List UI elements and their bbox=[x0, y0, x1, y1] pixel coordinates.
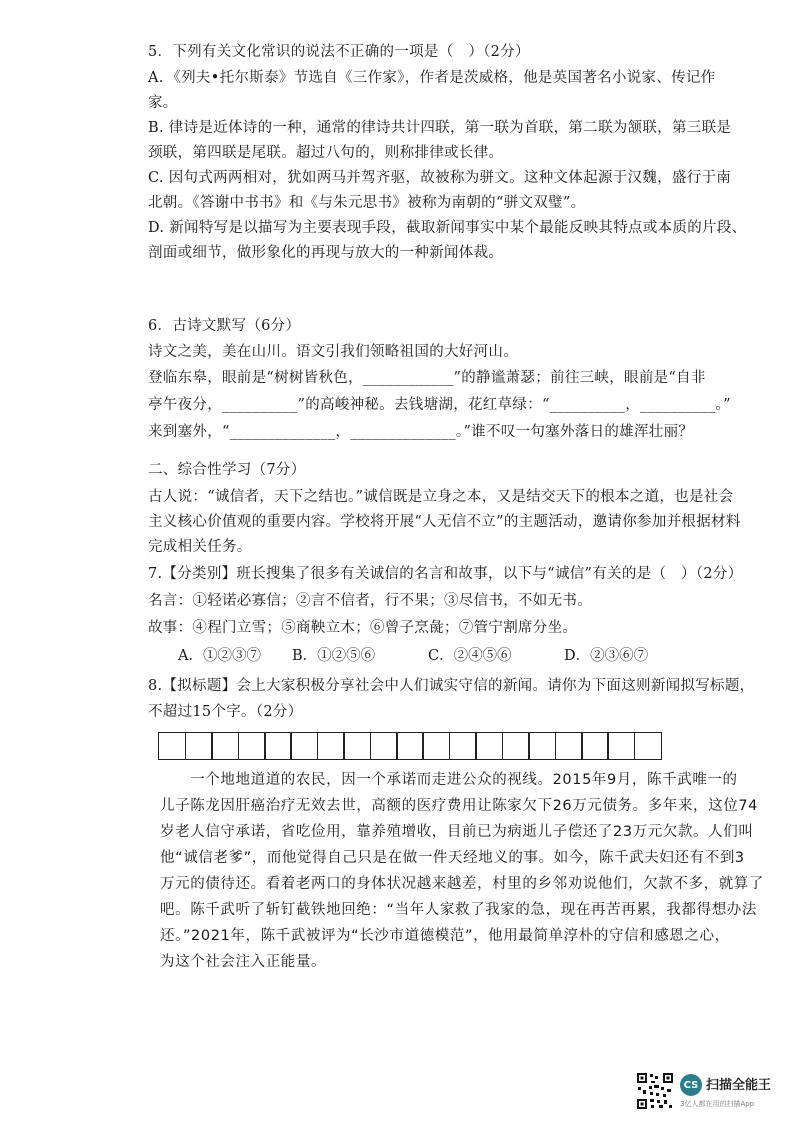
answer-cell[interactable] bbox=[555, 732, 583, 760]
section2-para-line2: 主义核心价值观的重要内容。学校将开展“人无信不立”的主题活动，邀请你参加并根据材料 bbox=[148, 514, 741, 530]
answer-cell[interactable] bbox=[370, 732, 398, 760]
news-passage-line: 还。”2021年，陈千武被评为“长沙市道德模范”，他用最简单淳朴的守信和感恩之心， bbox=[160, 928, 730, 944]
q5-option-d-line1: D. 新闻特写是以描写为主要表现手段，截取新闻事实中某个最能反映其特点或本质的片段、 bbox=[148, 220, 747, 236]
q5-option-b-line2: 颈联，第四联是尾联。超过八句的，则称排律或长律。 bbox=[148, 145, 504, 161]
answer-cell[interactable] bbox=[264, 732, 292, 760]
q7-stem: 7.【分类别】班长搜集了很多有关诚信的名言和故事，以下与“诚信”有关的是（ ）（2分） bbox=[148, 566, 743, 582]
answer-cell[interactable] bbox=[449, 732, 477, 760]
news-passage-line: 儿子陈龙因肝癌治疗无效去世，高额的医疗费用让陈家欠下26万元债务。多年来，这位74 bbox=[160, 798, 758, 814]
news-passage-line: 一个地地道道的农民，因一个承诺而走进公众的视线。2015年9月，陈千武唯一的 bbox=[160, 772, 738, 788]
news-passage-line: 万元的债待还。看着老两口的身体状况越来越差，村里的乡邻劝说他们，欠款不多，就算了 bbox=[160, 876, 764, 892]
answer-cell[interactable] bbox=[475, 732, 503, 760]
q6-line4: 来到塞外，“______________，______________。”谁不叹一句塞外落日的雄浑壮丽？ bbox=[148, 424, 694, 440]
qr-code-icon bbox=[636, 1072, 674, 1110]
q5-stem: 5．下列有关文化常识的说法不正确的一项是（ ）（2分） bbox=[148, 44, 530, 60]
q5-option-d-line2: 剖面或细节，做形象化的再现与放大的一种新闻体裁。 bbox=[148, 245, 504, 261]
title-answer-grid[interactable] bbox=[160, 732, 662, 760]
q5-option-a-line2: 家。 bbox=[148, 95, 178, 111]
scanner-brand-tagline: 3亿人都在用的扫描App bbox=[680, 1100, 755, 1108]
answer-cell[interactable] bbox=[422, 732, 450, 760]
answer-cell[interactable] bbox=[185, 732, 213, 760]
section2-para-line1: 古人说：“诚信者，天下之结也。”诚信既是立身之本，又是结交天下的根本之道，也是社会 bbox=[148, 489, 734, 505]
answer-cell[interactable] bbox=[290, 732, 318, 760]
q6-stem: 6．古诗文默写（6分） bbox=[148, 318, 301, 334]
news-passage-line: 吧。陈千武听了斩钉截铁地回绝：“当年人家救了我家的急，现在再苦再累，我都得想办法 bbox=[160, 902, 758, 918]
section2-para-line3: 完成相关任务。 bbox=[148, 539, 252, 555]
q7-option-d: D．②③⑥⑦ bbox=[564, 648, 649, 664]
news-passage-line: 为这个社会注入正能量。 bbox=[160, 954, 327, 970]
q7-option-a: A．①②③⑦ bbox=[178, 648, 261, 664]
answer-cell[interactable] bbox=[317, 732, 345, 760]
answer-cell[interactable] bbox=[607, 732, 635, 760]
answer-cell[interactable] bbox=[158, 732, 186, 760]
news-passage-line: 岁老人信守承诺，省吃俭用，靠养殖增收，目前已为病逝儿子偿还了23万元欠款。人们叫 bbox=[160, 824, 754, 840]
q7-stories: 故事：④程门立雪；⑤商鞅立木；⑥曾子烹彘；⑦管宁割席分坐。 bbox=[148, 620, 578, 636]
q8-stem: 8.【拟标题】会上大家积极分享社会中人们诚实守信的新闻。请你为下面这则新闻拟写标题， bbox=[148, 678, 755, 694]
q6-line3: 亭午夜分，__________”的高峻神秘。去钱塘湖，花红草绿：“__________，__________。” bbox=[148, 397, 731, 413]
answer-cell[interactable] bbox=[634, 732, 662, 760]
answer-cell[interactable] bbox=[211, 732, 239, 760]
q7-option-c: C．②④⑤⑥ bbox=[428, 648, 512, 664]
q7-option-b: B．①②⑤⑥ bbox=[292, 648, 376, 664]
q6-line2: 登临东皋，眼前是“树树皆秋色，____________”的静谧萧瑟；前往三峡，眼前是“自非 bbox=[148, 370, 706, 386]
q5-option-a-line1: A．《列夫•托尔斯泰》节选自《三作家》，作者是茨威格，他是英国著名小说家、传记作 bbox=[148, 70, 716, 86]
answer-cell[interactable] bbox=[343, 732, 371, 760]
q5-option-c-line1: C. 因句式两两相对，犹如两马并驾齐驱，故被称为骈文。这种文体起源于汉魏，盛行于南 bbox=[148, 170, 732, 186]
news-passage-line: 他“诚信老爹”，而他觉得自己只是在做一件天经地义的事。如今，陈千武夫妇还有不到3 bbox=[160, 850, 745, 866]
q6-line1: 诗文之美，美在山川。语文引我们领略祖国的大好河山。 bbox=[148, 344, 518, 360]
q5-option-c-line2: 北朝。《答谢中书书》和《与朱元思书》被称为南朝的“骈文双璧”。 bbox=[148, 195, 586, 211]
answer-cell[interactable] bbox=[528, 732, 556, 760]
section2-title: 二、综合性学习（7分） bbox=[148, 462, 306, 478]
answer-cell[interactable] bbox=[396, 732, 424, 760]
q5-option-b-line1: B. 律诗是近体诗的一种，通常的律诗共计四联，第一联为首联，第二联为颔联，第三联是 bbox=[148, 120, 732, 136]
scanner-brand-name: 扫描全能王 bbox=[706, 1078, 772, 1093]
q8-stem-line2: 不超过15个字。（2分） bbox=[148, 704, 303, 720]
camscanner-logo: CS bbox=[680, 1074, 702, 1096]
answer-cell[interactable] bbox=[581, 732, 609, 760]
q7-quotes: 名言：①轻诺必寡信；②言不信者，行不果；③尽信书，不如无书。 bbox=[148, 593, 592, 609]
answer-cell[interactable] bbox=[502, 732, 530, 760]
answer-cell[interactable] bbox=[238, 732, 266, 760]
